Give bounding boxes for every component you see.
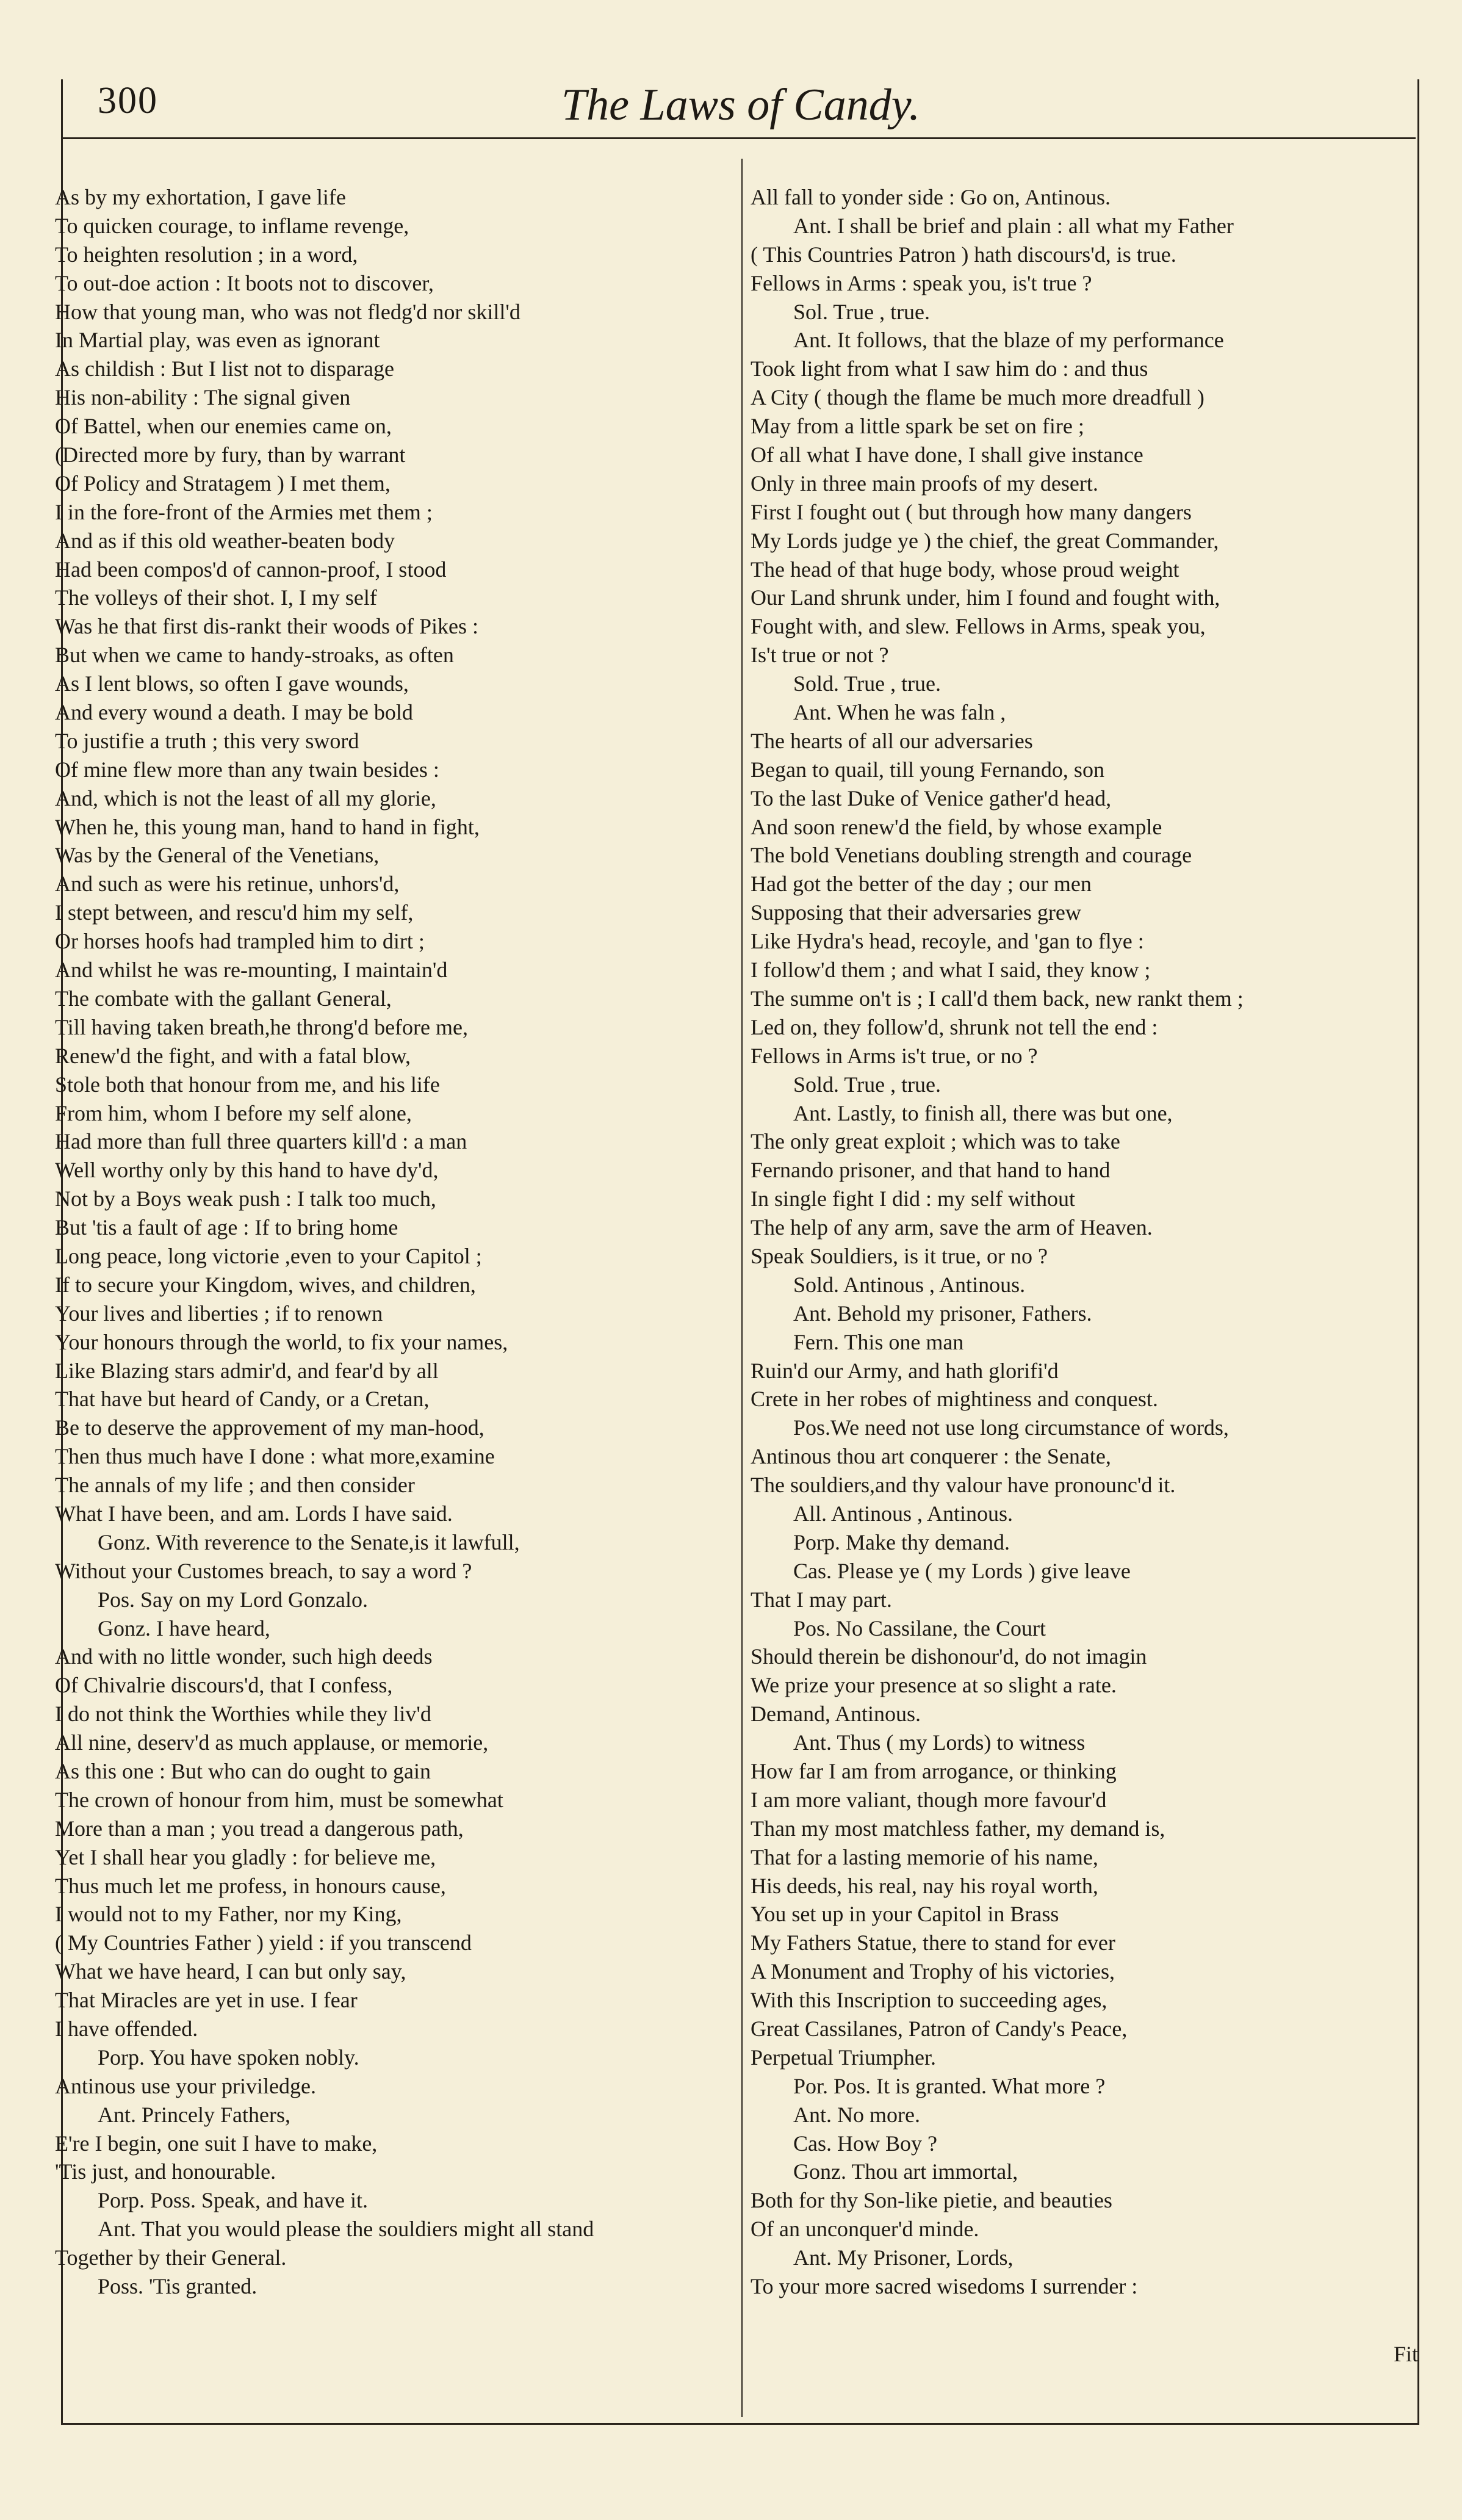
text-line: The volleys of their shot. I, I my self (55, 585, 377, 610)
text-line: Fernando prisoner, and that hand to hand (751, 1158, 1111, 1183)
text-line: May from a little spark be set on fire ; (751, 414, 1084, 439)
text-line: I have offended. (55, 2016, 198, 2041)
text-line: Fern. This one man (793, 1329, 964, 1354)
text-line: Renew'd the fight, and with a fatal blow, (55, 1043, 411, 1068)
text-line: Ant. No more. (793, 2102, 920, 2127)
text-line: Of Policy and Stratagem ) I met them, (55, 471, 391, 496)
text-line: Porp. You have spoken nobly. (98, 2045, 359, 2070)
text-line: Ant. My Prisoner, Lords, (793, 2245, 1014, 2270)
text-line: Had got the better of the day ; our men (751, 872, 1092, 897)
text-line: Cas. Please ye ( my Lords ) give leave (793, 1558, 1131, 1583)
text-line: A City ( though the flame be much more dreadfull ) (751, 385, 1205, 410)
text-line: Porp. Make thy demand. (793, 1529, 1010, 1554)
text-line: In single fight I did : my self without (751, 1186, 1075, 1211)
text-line: Antinous thou art conquerer : the Senate, (751, 1444, 1111, 1469)
text-line: Pos. No Cassilane, the Court (793, 1616, 1046, 1641)
text-line: Pos.We need not use long circumstance of words, (793, 1415, 1229, 1440)
text-line: Well worthy only by this hand to have dy'd, (55, 1158, 439, 1183)
text-line: The crown of honour from him, must be somewhat (55, 1787, 503, 1812)
text-line: Began to quail, till young Fernando, son (751, 757, 1104, 782)
text-line: In Martial play, was even as ignorant (55, 328, 380, 353)
text-line: Fought with, and slew. Fellows in Arms, speak you, (751, 614, 1206, 639)
text-line: A Monument and Trophy of his victories, (751, 1959, 1115, 1984)
text-line: My Fathers Statue, there to stand for ever (751, 1930, 1115, 1955)
text-line: 'Tis just, and honourable. (55, 2159, 276, 2184)
text-line: That I may part. (751, 1587, 892, 1612)
text-line: The summe on't is ; I call'd them back, new rankt them ; (751, 986, 1244, 1011)
text-line: Antinous use your priviledge. (55, 2073, 316, 2098)
text-line: Sold. True , true. (793, 671, 942, 696)
text-line: Had more than full three quarters kill'd : a man (55, 1129, 467, 1154)
text-line: Demand, Antinous. (751, 1702, 921, 1727)
text-line: Of all what I have done, I shall give instance (751, 442, 1143, 468)
running-title: The Laws of Candy. (561, 80, 920, 130)
text-line: The combate with the gallant General, (55, 986, 392, 1011)
text-line: Than my most matchless father, my demand is, (751, 1816, 1165, 1841)
text-line: More than a man ; you tread a dangerous path, (55, 1816, 464, 1841)
text-line: Your honours through the world, to fix your names, (55, 1329, 508, 1354)
text-line: Por. Pos. It is granted. What more ? (793, 2073, 1106, 2098)
text-line: Fellows in Arms is't true, or no ? (751, 1043, 1038, 1068)
text-line: What I have been, and am. Lords I have said. (55, 1501, 453, 1526)
text-line: But 'tis a fault of age : If to bring home (55, 1215, 398, 1240)
text-line: Ant. Princely Fathers, (98, 2102, 290, 2127)
text-line: Our Land shrunk under, him I found and fought with, (751, 585, 1220, 610)
text-line: All fall to yonder side : Go on, Antinous. (751, 185, 1111, 209)
text-line: Ant. Lastly, to finish all, there was but one, (793, 1100, 1173, 1125)
text-line: How that young man, who was not fledg'd nor skill'd (55, 299, 520, 324)
text-line: I in the fore-front of the Armies met them ; (55, 499, 433, 524)
catchword: Fit (1394, 2342, 1419, 2366)
text-line: Yet I shall hear you gladly : for believe me, (55, 1844, 436, 1869)
text-line: That Miracles are yet in use. I fear (55, 1988, 358, 2013)
text-line: Gonz. I have heard, (98, 1616, 270, 1641)
text-line: The annals of my life ; and then consider (55, 1473, 415, 1498)
right-column (751, 183, 1416, 2301)
text-line: ( This Countries Patron ) hath discours'd, is true. (751, 242, 1176, 267)
text-line: And as if this old weather-beaten body (55, 528, 395, 553)
text-line: Ant. When he was faln , (793, 700, 1006, 725)
text-line: Sold. True , true. (793, 1072, 942, 1097)
text-line: And, which is not the least of all my glorie, (55, 785, 436, 811)
text-line: Took light from what I saw him do : and thus (751, 356, 1148, 381)
text-line: Gonz. With reverence to the Senate,is it lawfull, (98, 1529, 520, 1554)
text-line: Ant. Thus ( my Lords) to witness (793, 1730, 1086, 1755)
text-line: Is't true or not ? (751, 643, 889, 668)
text-line: ( My Countries Father ) yield : if you transcend (55, 1930, 472, 1955)
text-line: Perpetual Triumpher. (751, 2045, 936, 2070)
text-line: The only great exploit ; which was to take (751, 1129, 1120, 1154)
text-line: Long peace, long victorie ,even to your Capitol ; (55, 1243, 482, 1268)
text-line: That for a lasting memorie of his name, (751, 1844, 1098, 1869)
text-line: The souldiers,and thy valour have pronounc'd it. (751, 1473, 1176, 1498)
text-line: To heighten resolution ; in a word, (55, 242, 358, 267)
text-line: My Lords judge ye ) the chief, the great Commander, (751, 528, 1219, 553)
text-line: What we have heard, I can but only say, (55, 1959, 406, 1984)
page-number: 300 (98, 80, 158, 121)
text-line: You set up in your Capitol in Brass (751, 1902, 1059, 1927)
text-line: Your lives and liberties ; if to renown (55, 1301, 383, 1326)
text-line: If to secure your Kingdom, wives, and children, (55, 1272, 476, 1297)
text-line: To justifie a truth ; this very sword (55, 728, 359, 753)
text-line: Supposing that their adversaries grew (751, 900, 1081, 925)
text-line: Not by a Boys weak push : I talk too much, (55, 1186, 436, 1211)
text-line: Speak Souldiers, is it true, or no ? (751, 1243, 1048, 1268)
text-line: As I lent blows, so often I gave wounds, (55, 671, 409, 696)
text-line: Crete in her robes of mightiness and conquest. (751, 1387, 1158, 1412)
text-line: The help of any arm, save the arm of Heaven. (751, 1215, 1153, 1240)
text-line: Till having taken breath,he throng'd before me, (55, 1014, 468, 1039)
text-line: All. Antinous , Antinous. (793, 1501, 1014, 1526)
text-line: Was by the General of the Venetians, (55, 843, 380, 868)
text-line: His deeds, his real, nay his royal worth, (751, 1873, 1098, 1898)
text-line: And every wound a death. I may be bold (55, 700, 413, 725)
text-line: Thus much let me profess, in honours cause, (55, 1873, 446, 1898)
text-line: But when we came to handy-stroaks, as often (55, 643, 454, 668)
text-line: From him, whom I before my self alone, (55, 1100, 412, 1125)
text-line: Like Blazing stars admir'd, and fear'd by all (55, 1358, 439, 1383)
text-line: Great Cassilanes, Patron of Candy's Peace, (751, 2016, 1128, 2041)
text-line: Was he that first dis-rankt their woods of Pikes : (55, 614, 478, 639)
text-line: How far I am from arrogance, or thinking (751, 1758, 1117, 1783)
text-line: I follow'd them ; and what I said, they know ; (751, 958, 1151, 983)
text-line: First I fought out ( but through how many dangers (751, 499, 1192, 524)
text-line: And with no little wonder, such high deeds (55, 1644, 433, 1669)
text-line: With this Inscription to succeeding ages, (751, 1988, 1107, 2013)
text-line: E're I begin, one suit I have to make, (55, 2131, 378, 2156)
text-line: Of an unconquer'd minde. (751, 2217, 979, 2242)
text-line: As by my exhortation, I gave life (55, 185, 346, 209)
text-line: I am more valiant, though more favour'd (751, 1787, 1107, 1812)
text-line: Then thus much have I done : what more,examine (55, 1444, 495, 1469)
text-line: And whilst he was re-mounting, I maintain'd (55, 958, 448, 983)
text-line: Cas. How Boy ? (793, 2131, 937, 2156)
text-line: To out-doe action : It boots not to discover, (55, 270, 434, 295)
text-line: His non-ability : The signal given (55, 385, 351, 410)
text-line: That have but heard of Candy, or a Cretan, (55, 1387, 430, 1412)
text-line: Porp. Poss. Speak, and have it. (98, 2188, 368, 2213)
text-line: Stole both that honour from me, and his life (55, 1072, 440, 1097)
text-line: Be to deserve the approvement of my man-hood, (55, 1415, 484, 1440)
text-line: Ant. I shall be brief and plain : all what my Father (793, 213, 1234, 238)
text-line: Of mine flew more than any twain besides : (55, 757, 439, 782)
text-line: Ruin'd our Army, and hath glorifi'd (751, 1358, 1059, 1383)
header-rule (61, 137, 1416, 139)
text-line: Or horses hoofs had trampled him to dirt ; (55, 929, 425, 954)
text-line: The hearts of all our adversaries (751, 728, 1033, 753)
text-line: When he, this young man, hand to hand in fight, (55, 814, 480, 839)
text-line: Poss. 'Tis granted. (98, 2274, 257, 2299)
text-line: Like Hydra's head, recoyle, and 'gan to flye : (751, 929, 1144, 954)
text-line: Only in three main proofs of my desert. (751, 471, 1098, 496)
text-line: I stept between, and rescu'd him my self, (55, 900, 414, 925)
text-line: As this one : But who can do ought to gain (55, 1758, 431, 1783)
text-line: Both for thy Son-like pietie, and beauties (751, 2188, 1112, 2213)
text-line: We prize your presence at so slight a rate. (751, 1673, 1117, 1698)
text-line: Without your Customes breach, to say a word ? (55, 1558, 472, 1583)
text-line: Had been compos'd of cannon-proof, I stood (55, 557, 447, 582)
text-line: Should therein be dishonour'd, do not imagin (751, 1644, 1147, 1669)
text-line: As childish : But I list not to disparage (55, 356, 394, 381)
text-line: Gonz. Thou art immortal, (793, 2159, 1018, 2184)
text-line: The bold Venetians doubling strength and courage (751, 843, 1192, 868)
text-line: To the last Duke of Venice gather'd head, (751, 785, 1112, 811)
text-line: To your more sacred wisedoms I surrender : (751, 2274, 1138, 2299)
left-column (55, 183, 744, 2301)
text-line: Pos. Say on my Lord Gonzalo. (98, 1587, 368, 1612)
text-line: Led on, they follow'd, shrunk not tell the end : (751, 1014, 1158, 1039)
text-line: Sold. Antinous , Antinous. (793, 1272, 1026, 1297)
text-line: Fellows in Arms : speak you, is't true ? (751, 270, 1092, 295)
text-line: Of Battel, when our enemies came on, (55, 414, 392, 439)
text-line: Ant. Behold my prisoner, Fathers. (793, 1301, 1092, 1326)
text-line: (Directed more by fury, than by warrant (55, 442, 406, 468)
text-line: Together by their General. (55, 2245, 287, 2270)
text-line: I do not think the Worthies while they liv'd (55, 1702, 431, 1727)
text-line: And such as were his retinue, unhors'd, (55, 872, 400, 897)
text-line: Sol. True , true. (793, 299, 931, 324)
text-line: Ant. That you would please the souldiers might all stand (98, 2217, 594, 2242)
text-line: Ant. It follows, that the blaze of my performance (793, 328, 1224, 353)
text-line: I would not to my Father, nor my King, (55, 1902, 402, 1927)
text-line: And soon renew'd the field, by whose example (751, 814, 1162, 839)
text-line: Of Chivalrie discours'd, that I confess, (55, 1673, 393, 1698)
text-line: To quicken courage, to inflame revenge, (55, 213, 409, 238)
text-line: All nine, deserv'd as much applause, or memorie, (55, 1730, 489, 1755)
text-line: The head of that huge body, whose proud weight (751, 557, 1179, 582)
